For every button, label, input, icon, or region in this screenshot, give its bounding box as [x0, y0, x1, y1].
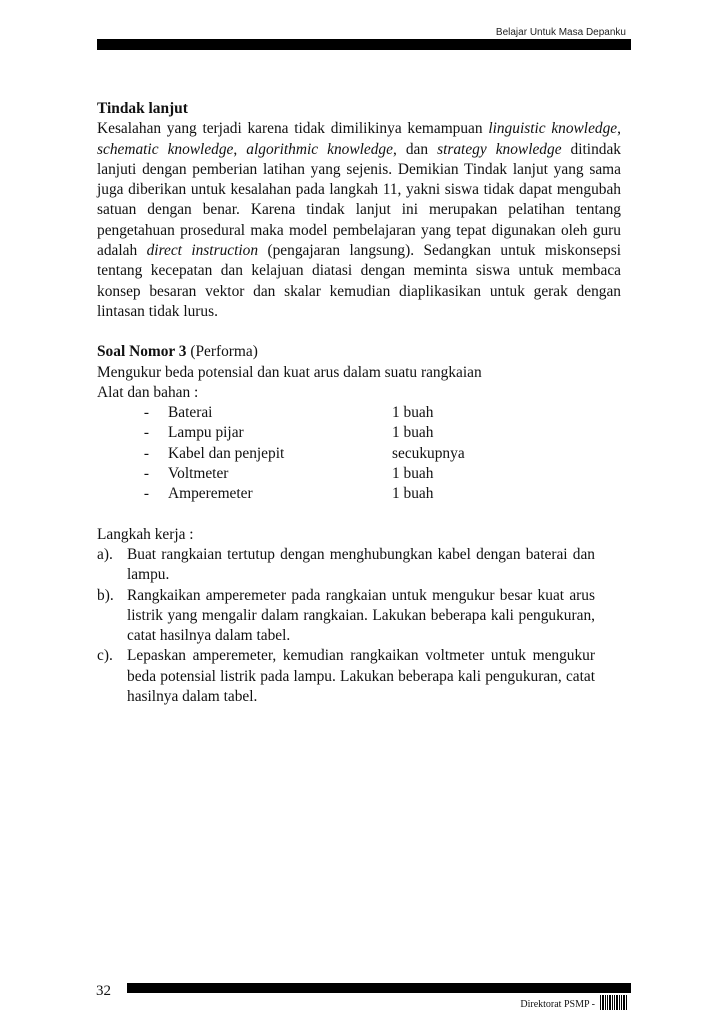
- tool-dash: -: [143, 465, 149, 483]
- step-item: [97, 646, 595, 707]
- tools-list: [97, 403, 621, 504]
- tool-quantity: 1 buah: [392, 424, 434, 442]
- tools-label: Alat dan bahan :: [97, 383, 199, 401]
- tindak-lanjut-paragraph: [97, 119, 621, 322]
- paragraph-run: (pengajaran langsung). Sedangkan untuk miskonsepsi tentang kecepatan dan kelajuan diatasi dengan meminta siswa untuk membaca konsep besaran vektor dan skalar kemudian diaplikasikan untuk gerak dengan lintasan tidak lurus.: [97, 242, 622, 320]
- running-header: Belajar Untuk Masa Depanku: [495, 27, 626, 38]
- steps-list: [97, 545, 595, 707]
- tool-row: [97, 484, 621, 504]
- tool-dash: -: [143, 404, 149, 422]
- italic-term: linguistic knowledge: [488, 120, 618, 138]
- paragraph-run: ,: [233, 140, 247, 158]
- tool-quantity: secukupnya: [392, 444, 465, 462]
- soal-heading-type: (Performa): [186, 343, 258, 361]
- footer-rule: [127, 983, 631, 993]
- tool-row: [97, 423, 621, 443]
- paragraph-run: , dan: [392, 140, 438, 158]
- tool-quantity: 1 buah: [392, 465, 434, 483]
- step-label: b).: [97, 586, 114, 604]
- soal-heading-number: Soal Nomor 3: [97, 343, 187, 361]
- tool-name: Voltmeter: [168, 465, 229, 483]
- paragraph-run: ,: [617, 120, 621, 138]
- tool-name: Amperemeter: [168, 485, 253, 503]
- step-text: Buat rangkaian tertutup dengan menghubungkan kabel dengan baterai dan lampu.: [127, 545, 595, 584]
- footer-publisher: Direktorat PSMP -: [520, 999, 595, 1010]
- tool-quantity: 1 buah: [392, 485, 434, 503]
- step-item: [97, 586, 595, 647]
- tool-name: Lampu pijar: [168, 424, 244, 442]
- italic-term: algorithmic knowledge: [246, 140, 393, 158]
- italic-term: strategy knowledge: [437, 140, 562, 158]
- step-text: Lepaskan amperemeter, kemudian rangkaikan voltmeter untuk mengukur beda potensial listrik pada lampu. Lakukan beberapa kali pengukuran, catat hasilnya dalam tabel.: [127, 647, 595, 706]
- objective-text: Mengukur beda potensial dan kuat arus dalam suatu rangkaian: [97, 363, 482, 381]
- paragraph-run: ditindak lanjuti dengan pemberian latihan yang sejenis. Demikian Tindak lanjut yang sama juga diberikan untuk kesalahan pada langkah 11, yakni siswa tidak dapat mengubah satuan dengan benar. Karena tindak lanjut ini merupakan pelatihan tentang pengetahuan prosedural maka model pembelajaran yang tepat digunakan oleh guru adalah: [97, 140, 622, 260]
- tool-row: [97, 464, 621, 484]
- step-item: [97, 545, 595, 586]
- tool-dash: -: [143, 424, 149, 442]
- tool-dash: -: [143, 444, 149, 462]
- page-body: [97, 99, 621, 707]
- header-rule: [97, 39, 631, 50]
- step-text: Rangkaikan amperemeter pada rangkaian untuk mengukur besar kuat arus listrik yang mengalir dalam rangkaian. Lakukan beberapa kali pengukuran, catat hasilnya dalam tabel.: [127, 586, 595, 645]
- page-number: 32: [96, 983, 111, 999]
- italic-term: direct instruction: [146, 242, 259, 260]
- tool-name: Baterai: [168, 404, 213, 422]
- steps-label: Langkah kerja :: [97, 525, 194, 543]
- tool-quantity: 1 buah: [392, 404, 434, 422]
- step-label: a).: [97, 545, 113, 563]
- tool-name: Kabel dan penjepit: [168, 444, 285, 462]
- tool-dash: -: [143, 485, 149, 503]
- italic-term: schematic knowledge: [97, 140, 234, 158]
- step-label: c).: [97, 647, 113, 665]
- paragraph-run: Kesalahan yang terjadi karena tidak dimilikinya kemampuan: [97, 120, 489, 138]
- section-heading-tindak-lanjut: Tindak lanjut: [97, 100, 188, 117]
- barcode-icon: [600, 995, 630, 1010]
- tool-row: [97, 444, 621, 464]
- soal-heading: [97, 342, 621, 362]
- tool-row: [97, 403, 621, 423]
